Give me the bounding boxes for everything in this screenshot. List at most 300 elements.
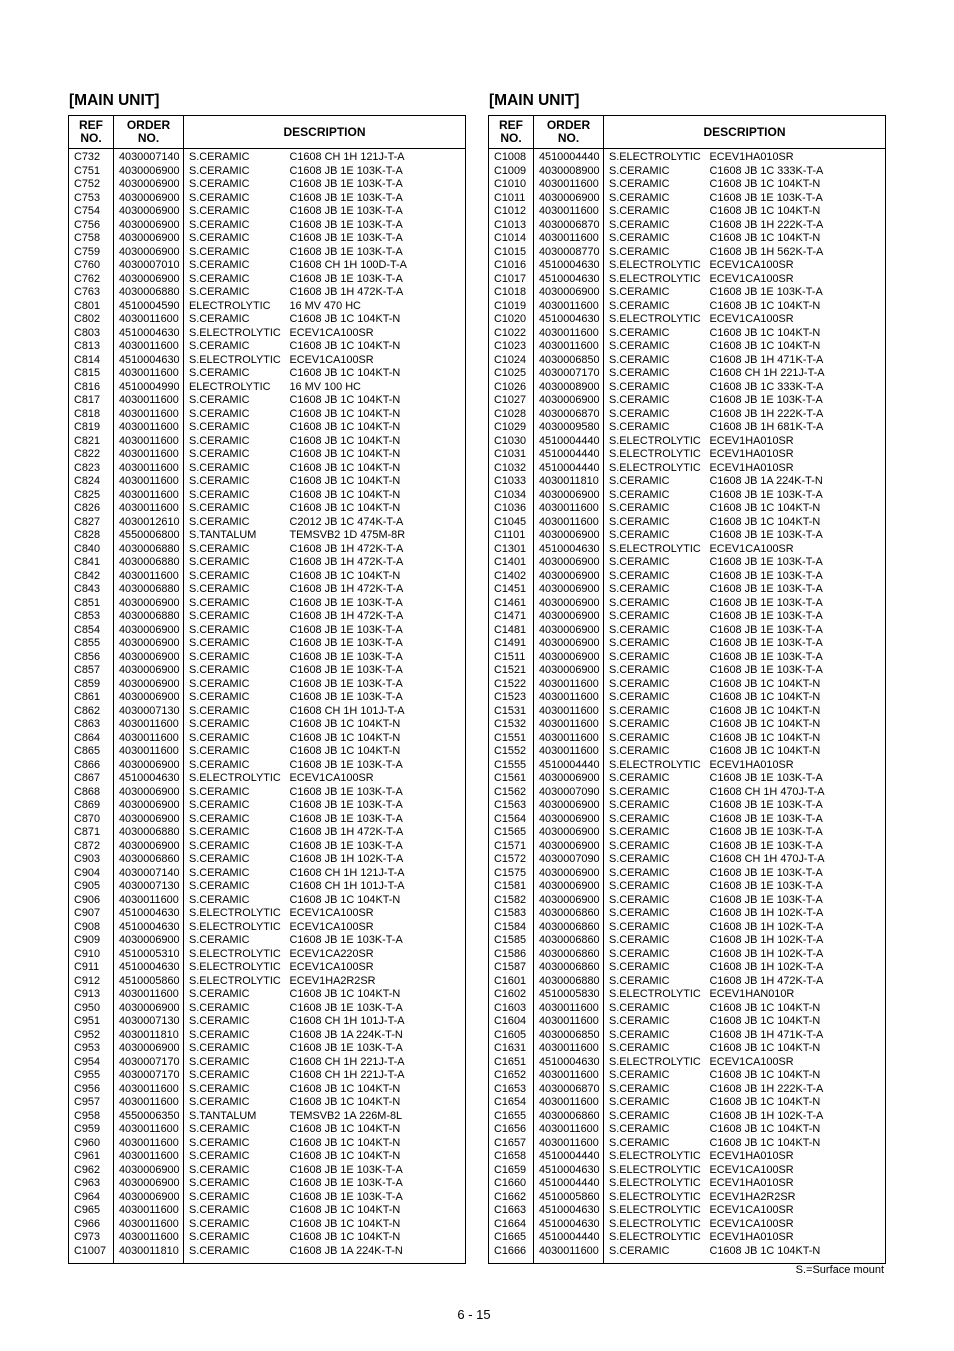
- part-spec-cell: C1608 JB 1C 104KT-N: [704, 1002, 886, 1016]
- table-row: [69, 394, 466, 408]
- order-no-cell: 4030006900: [114, 192, 184, 206]
- part-spec-cell: C1608 JB 1C 104KT-N: [284, 1137, 466, 1151]
- order-no-cell: 4030006900: [114, 786, 184, 800]
- ref-no-cell: C1461: [489, 597, 534, 611]
- ref-no-cell: C1564: [489, 813, 534, 827]
- table-row: [69, 1096, 466, 1110]
- part-spec-cell: C1608 JB 1C 104KT-N: [704, 1245, 886, 1264]
- table-row: [489, 867, 886, 881]
- table-row: [489, 246, 886, 260]
- ref-no-cell: C1565: [489, 826, 534, 840]
- table-row: [489, 300, 886, 314]
- ref-no-cell: C959: [69, 1123, 114, 1137]
- part-type-cell: S.CERAMIC: [609, 232, 670, 244]
- part-type-cell: S.ELECTROLYTIC: [609, 1204, 701, 1216]
- part-spec-cell: C1608 JB 1E 103K-T-A: [704, 192, 886, 206]
- order-no-cell: 4510004440: [534, 448, 604, 462]
- part-spec-cell: C1608 JB 1E 103K-T-A: [284, 813, 466, 827]
- table-row: [489, 1231, 886, 1245]
- part-spec-cell: C1608 JB 1C 104KT-N: [284, 718, 466, 732]
- order-no-cell: 4030006850: [534, 1029, 604, 1043]
- part-type-cell: S.ELECTROLYTIC: [609, 1055, 701, 1068]
- ref-no-cell: C1586: [489, 948, 534, 962]
- order-no-cell: 4030006900: [114, 219, 184, 233]
- part-type-cell: S.CERAMIC: [609, 1001, 670, 1014]
- part-type-cell: S.ELECTROLYTIC: [609, 259, 701, 271]
- part-type-cell: S.CERAMIC: [609, 1015, 670, 1027]
- part-spec-cell: C1608 JB 1C 104KT-N: [704, 502, 886, 516]
- order-no-cell: 4030011600: [534, 1042, 604, 1056]
- order-no-cell: 4030011600: [114, 1083, 184, 1097]
- order-no-cell: 4510004440: [534, 759, 604, 773]
- section-title-right: [MAIN UNIT]: [489, 92, 580, 109]
- order-no-cell: 4030011600: [114, 462, 184, 476]
- part-type-cell: S.CERAMIC: [609, 353, 670, 366]
- table-row: [69, 718, 466, 732]
- part-spec-cell: ECEV1CA100SR: [704, 1204, 886, 1218]
- ref-no-cell: C1451: [489, 583, 534, 597]
- table-row: [489, 1191, 886, 1205]
- table-row: [69, 597, 466, 611]
- part-type-cell: S.CERAMIC: [609, 974, 670, 987]
- part-spec-cell: ECEV1HA010SR: [704, 448, 886, 462]
- order-no-cell: 4030007010: [114, 259, 184, 273]
- part-type-cell: S.CERAMIC: [189, 610, 250, 622]
- ref-no-cell: C840: [69, 543, 114, 557]
- order-no-cell: 4510004440: [534, 1231, 604, 1245]
- table-row: [69, 259, 466, 273]
- part-spec-cell: C1608 JB 1C 333K-T-A: [704, 381, 886, 395]
- table-row: [69, 894, 466, 908]
- ref-no-cell: C1666: [489, 1245, 534, 1264]
- part-type-cell: S.CERAMIC: [189, 286, 250, 298]
- part-spec-cell: C1608 JB 1C 104KT-N: [704, 232, 886, 246]
- order-no-cell: 4030006860: [114, 853, 184, 867]
- part-spec-cell: ECEV1CA220SR: [284, 948, 466, 962]
- part-spec-cell: ECEV1CA100SR: [284, 907, 466, 921]
- part-spec-cell: C1608 JB 1H 102K-T-A: [704, 934, 886, 948]
- ref-no-cell: C753: [69, 192, 114, 206]
- order-no-cell: 4510004630: [114, 907, 184, 921]
- table-row: [489, 880, 886, 894]
- ref-no-cell: C1101: [489, 529, 534, 543]
- table-row: [489, 1002, 886, 1016]
- table-row: [489, 1245, 886, 1264]
- part-type-cell: S.ELECTROLYTIC: [189, 920, 281, 933]
- part-spec-cell: C1608 JB 1E 103K-T-A: [284, 1191, 466, 1205]
- ref-no-cell: C843: [69, 583, 114, 597]
- ref-no-cell: C906: [69, 894, 114, 908]
- part-spec-cell: C1608 JB 1C 104KT-N: [704, 678, 886, 692]
- ref-no-cell: C867: [69, 772, 114, 786]
- order-no-cell: 4510004630: [534, 273, 604, 287]
- part-type-cell: S.CERAMIC: [189, 758, 250, 771]
- part-spec-cell: C1608 JB 1E 103K-T-A: [284, 273, 466, 287]
- ref-no-cell: C754: [69, 205, 114, 219]
- ref-no-cell: C953: [69, 1042, 114, 1056]
- part-spec-cell: C1608 JB 1C 104KT-N: [704, 732, 886, 746]
- ref-no-cell: C863: [69, 718, 114, 732]
- order-no-cell: 4030006900: [534, 894, 604, 908]
- part-spec-cell: ECEV1HA2R2SR: [284, 975, 466, 989]
- order-no-cell: 4030006900: [534, 840, 604, 854]
- part-spec-cell: C1608 JB 1C 104KT-N: [284, 745, 466, 759]
- ref-no-cell: C1521: [489, 664, 534, 678]
- table-row: [69, 840, 466, 854]
- order-no-cell: 4030006860: [534, 907, 604, 921]
- order-no-cell: 4550006800: [114, 529, 184, 543]
- table-row: [69, 367, 466, 381]
- part-type-cell: S.CERAMIC: [189, 394, 250, 406]
- description-header: DESCRIPTION: [604, 116, 886, 149]
- ref-no-cell: C913: [69, 988, 114, 1002]
- part-type-cell: S.CERAMIC: [189, 367, 250, 379]
- ref-no-cell: C817: [69, 394, 114, 408]
- part-type-cell: S.CERAMIC: [609, 583, 670, 595]
- table-row: [69, 435, 466, 449]
- table-row: [69, 664, 466, 678]
- part-type-cell: S.CERAMIC: [609, 731, 670, 744]
- table-row: [489, 178, 886, 192]
- table-row: [69, 759, 466, 773]
- table-row: [69, 1029, 466, 1043]
- ref-no-cell: C1583: [489, 907, 534, 921]
- part-spec-cell: C1608 JB 1C 104KT-N: [704, 1015, 886, 1029]
- table-row: [69, 1218, 466, 1232]
- ref-no-cell: C961: [69, 1150, 114, 1164]
- table-row: [69, 1056, 466, 1070]
- order-no-cell: 4030011600: [534, 691, 604, 705]
- ref-no-cell: C1660: [489, 1177, 534, 1191]
- order-no-cell: 4030011600: [534, 178, 604, 192]
- order-no-cell: 4030006900: [534, 489, 604, 503]
- part-spec-cell: C1608 JB 1E 103K-T-A: [284, 799, 466, 813]
- ref-no-cell: C965: [69, 1204, 114, 1218]
- table-row: [69, 1204, 466, 1218]
- part-type-cell: S.CERAMIC: [609, 407, 670, 420]
- order-no-cell: 4030011600: [534, 1096, 604, 1110]
- ref-no-cell: C955: [69, 1069, 114, 1083]
- part-type-cell: S.ELECTROLYTIC: [609, 1217, 701, 1230]
- part-spec-cell: C1608 JB 1H 472K-T-A: [284, 286, 466, 300]
- part-spec-cell: C1608 JB 1H 222K-T-A: [704, 408, 886, 422]
- ref-no-cell: C1572: [489, 853, 534, 867]
- ref-no-cell: C801: [69, 300, 114, 314]
- part-spec-cell: C1608 JB 1E 103K-T-A: [704, 894, 886, 908]
- part-spec-cell: C1608 JB 1C 104KT-N: [704, 516, 886, 530]
- part-spec-cell: C1608 JB 1C 104KT-N: [284, 502, 466, 516]
- table-row: [69, 556, 466, 570]
- order-no-cell: 4510004440: [534, 149, 604, 165]
- ref-no-cell: C827: [69, 516, 114, 530]
- order-no-cell: 4510004590: [114, 300, 184, 314]
- ref-no-cell: C1658: [489, 1150, 534, 1164]
- ref-no-cell: C758: [69, 232, 114, 246]
- order-no-cell: 4510004630: [534, 313, 604, 327]
- ref-no-cell: C822: [69, 448, 114, 462]
- part-spec-cell: C1608 JB 1C 104KT-N: [704, 705, 886, 719]
- ref-no-cell: C1575: [489, 867, 534, 881]
- part-type-cell: S.ELECTROLYTIC: [609, 542, 701, 555]
- part-spec-cell: C1608 JB 1C 104KT-N: [284, 570, 466, 584]
- table-row: [69, 975, 466, 989]
- table-row: [489, 313, 886, 327]
- part-spec-cell: ECEV1HAN010R: [704, 988, 886, 1002]
- table-row: [489, 961, 886, 975]
- table-row: [69, 165, 466, 179]
- order-no-header: ORDER NO.: [534, 116, 604, 149]
- ref-no-cell: C870: [69, 813, 114, 827]
- part-spec-cell: C1608 JB 1C 104KT-N: [704, 745, 886, 759]
- part-type-cell: S.CERAMIC: [189, 583, 250, 595]
- part-type-cell: S.CERAMIC: [609, 394, 670, 406]
- table-row: [69, 246, 466, 260]
- table-row: [69, 489, 466, 503]
- order-no-cell: 4030011600: [534, 705, 604, 719]
- ref-no-cell: C956: [69, 1083, 114, 1097]
- ref-no-cell: C1555: [489, 759, 534, 773]
- table-row: [489, 475, 886, 489]
- table-row: [489, 205, 886, 219]
- table-row: [489, 1164, 886, 1178]
- table-row: [69, 462, 466, 476]
- table-row: [489, 1042, 886, 1056]
- table-row: [489, 327, 886, 341]
- part-spec-cell: C1608 JB 1E 103K-T-A: [704, 624, 886, 638]
- part-spec-cell: C1608 JB 1C 104KT-N: [284, 1231, 466, 1245]
- ref-no-cell: C1651: [489, 1056, 534, 1070]
- part-type-cell: S.CERAMIC: [609, 502, 670, 514]
- part-type-cell: S.ELECTROLYTIC: [609, 1190, 701, 1203]
- part-spec-cell: C1608 CH 1H 100D-T-A: [284, 259, 466, 273]
- order-no-cell: 4030006900: [114, 624, 184, 638]
- part-spec-cell: C1608 JB 1E 103K-T-A: [704, 840, 886, 854]
- part-type-cell: S.CERAMIC: [609, 893, 670, 906]
- table-row: [69, 192, 466, 206]
- table-row: [489, 610, 886, 624]
- part-spec-cell: ECEV1HA010SR: [704, 759, 886, 773]
- ref-no-cell: C1532: [489, 718, 534, 732]
- part-type-cell: S.CERAMIC: [189, 1204, 250, 1216]
- part-spec-cell: C1608 JB 1A 224K-T-N: [284, 1029, 466, 1043]
- table-row: [489, 664, 886, 678]
- order-no-cell: 4030011600: [534, 1137, 604, 1151]
- order-no-cell: 4030011600: [114, 502, 184, 516]
- part-spec-cell: C1608 JB 1C 104KT-N: [704, 1069, 886, 1083]
- ref-no-cell: C1031: [489, 448, 534, 462]
- ref-no-cell: C1652: [489, 1069, 534, 1083]
- table-row: [489, 421, 886, 435]
- part-type-cell: S.CERAMIC: [609, 475, 670, 487]
- ref-no-cell: C1551: [489, 732, 534, 746]
- part-spec-cell: C1608 JB 1E 103K-T-A: [284, 637, 466, 651]
- part-spec-cell: C1608 JB 1C 104KT-N: [284, 394, 466, 408]
- table-row: [489, 1069, 886, 1083]
- order-no-cell: 4510004630: [534, 1218, 604, 1232]
- order-no-cell: 4030006870: [534, 408, 604, 422]
- ref-no-cell: C1402: [489, 570, 534, 584]
- ref-no-header: REF NO.: [489, 116, 534, 149]
- part-spec-cell: C1608 JB 1E 103K-T-A: [704, 394, 886, 408]
- table-row: [69, 948, 466, 962]
- order-no-cell: 4030006900: [534, 651, 604, 665]
- table-row: [489, 286, 886, 300]
- part-type-cell: S.CERAMIC: [189, 1001, 250, 1014]
- order-no-cell: 4030006900: [534, 799, 604, 813]
- part-spec-cell: C1608 CH 1H 101J-T-A: [284, 880, 466, 894]
- ref-no-cell: C957: [69, 1096, 114, 1110]
- ref-no-cell: C1016: [489, 259, 534, 273]
- part-spec-cell: C1608 JB 1E 103K-T-A: [704, 826, 886, 840]
- ref-no-cell: C958: [69, 1110, 114, 1124]
- order-no-cell: 4030006900: [534, 624, 604, 638]
- table-row: [489, 149, 886, 165]
- order-no-cell: 4030007130: [114, 1015, 184, 1029]
- part-spec-cell: ECEV1CA100SR: [704, 1218, 886, 1232]
- part-type-cell: S.ELECTROLYTIC: [189, 974, 281, 987]
- part-spec-cell: C1608 JB 1C 104KT-N: [284, 421, 466, 435]
- table-row: [69, 1164, 466, 1178]
- part-spec-cell: ECEV1CA100SR: [704, 273, 886, 287]
- part-type-cell: S.CERAMIC: [609, 704, 670, 717]
- order-no-cell: 4030011600: [114, 421, 184, 435]
- table-row: [69, 421, 466, 435]
- part-spec-cell: C1608 JB 1H 102K-T-A: [704, 1110, 886, 1124]
- table-row: [489, 192, 886, 206]
- part-type-cell: S.CERAMIC: [609, 907, 670, 919]
- part-type-cell: S.CERAMIC: [189, 475, 250, 487]
- ref-no-cell: C1026: [489, 381, 534, 395]
- ref-no-cell: C1471: [489, 610, 534, 624]
- ref-no-cell: C816: [69, 381, 114, 395]
- order-no-cell: 4030006860: [534, 934, 604, 948]
- part-spec-cell: ECEV1HA010SR: [704, 462, 886, 476]
- order-no-cell: 4030011810: [114, 1245, 184, 1264]
- order-no-cell: 4030006900: [534, 394, 604, 408]
- part-type-cell: S.CERAMIC: [609, 812, 670, 825]
- part-spec-cell: C1608 JB 1C 104KT-N: [704, 1123, 886, 1137]
- order-no-cell: 4030006850: [534, 354, 604, 368]
- ref-no-cell: C803: [69, 327, 114, 341]
- part-spec-cell: C1608 JB 1E 103K-T-A: [704, 637, 886, 651]
- order-no-cell: 4030011600: [114, 1123, 184, 1137]
- part-spec-cell: C1608 JB 1A 224K-T-N: [284, 1245, 466, 1264]
- part-spec-cell: C1608 JB 1C 104KT-N: [284, 1150, 466, 1164]
- ref-no-cell: C1664: [489, 1218, 534, 1232]
- part-spec-cell: C1608 JB 1E 103K-T-A: [284, 597, 466, 611]
- ref-no-cell: C1604: [489, 1015, 534, 1029]
- ref-no-cell: C909: [69, 934, 114, 948]
- part-type-cell: S.CERAMIC: [609, 947, 670, 960]
- part-type-cell: S.CERAMIC: [609, 299, 670, 312]
- table-row: [489, 813, 886, 827]
- order-no-cell: 4030006860: [534, 961, 604, 975]
- order-no-header: ORDER NO.: [114, 116, 184, 149]
- part-spec-cell: C1608 JB 1E 103K-T-A: [284, 1177, 466, 1191]
- part-spec-cell: ECEV1CA100SR: [704, 1056, 886, 1070]
- part-type-cell: S.ELECTROLYTIC: [189, 947, 281, 960]
- table-row: [489, 597, 886, 611]
- part-spec-cell: ECEV1HA010SR: [704, 435, 886, 449]
- table-row: [489, 637, 886, 651]
- ref-no-cell: C1531: [489, 705, 534, 719]
- table-row: [69, 1069, 466, 1083]
- table-row: [489, 570, 886, 584]
- table-row: [69, 813, 466, 827]
- order-no-cell: 4030006900: [534, 529, 604, 543]
- part-spec-cell: C1608 JB 1E 103K-T-A: [284, 1002, 466, 1016]
- table-row: [489, 583, 886, 597]
- part-type-cell: S.CERAMIC: [189, 164, 250, 177]
- part-type-cell: S.ELECTROLYTIC: [189, 326, 281, 339]
- part-spec-cell: C1608 JB 1C 104KT-N: [284, 435, 466, 449]
- part-type-cell: S.CERAMIC: [609, 596, 670, 609]
- part-spec-cell: C1608 JB 1H 472K-T-A: [284, 556, 466, 570]
- part-spec-cell: C1608 JB 1C 104KT-N: [284, 462, 466, 476]
- part-type-cell: S.CERAMIC: [189, 934, 250, 946]
- part-spec-cell: C1608 JB 1E 103K-T-A: [284, 691, 466, 705]
- part-type-cell: S.CERAMIC: [189, 448, 250, 460]
- part-spec-cell: C1608 JB 1C 104KT-N: [284, 894, 466, 908]
- table-row: [69, 786, 466, 800]
- table-row: [69, 1231, 466, 1245]
- part-spec-cell: C1608 CH 1H 121J-T-A: [284, 867, 466, 881]
- part-spec-cell: C1608 JB 1H 222K-T-A: [704, 219, 886, 233]
- table-row: [69, 340, 466, 354]
- order-no-cell: 4030011600: [534, 1002, 604, 1016]
- table-row: [69, 1015, 466, 1029]
- part-type-cell: S.ELECTROLYTIC: [609, 461, 701, 474]
- order-no-cell: 4030006900: [534, 570, 604, 584]
- ref-no-cell: C1013: [489, 219, 534, 233]
- part-type-cell: S.CERAMIC: [189, 799, 250, 811]
- table-row: [489, 921, 886, 935]
- ref-no-cell: C1587: [489, 961, 534, 975]
- part-spec-cell: ECEV1CA100SR: [284, 921, 466, 935]
- part-spec-cell: C1608 JB 1E 103K-T-A: [284, 1042, 466, 1056]
- ref-no-cell: C821: [69, 435, 114, 449]
- order-no-cell: 4030011600: [534, 732, 604, 746]
- section-title-left: [MAIN UNIT]: [69, 92, 160, 109]
- part-spec-cell: ECEV1CA100SR: [284, 354, 466, 368]
- part-spec-cell: C1608 JB 1H 472K-T-A: [284, 583, 466, 597]
- ref-no-cell: C1022: [489, 327, 534, 341]
- part-spec-cell: C1608 JB 1C 104KT-N: [284, 988, 466, 1002]
- order-no-cell: 4030011600: [534, 745, 604, 759]
- ref-no-cell: C1012: [489, 205, 534, 219]
- table-row: [69, 583, 466, 597]
- ref-no-cell: C1019: [489, 300, 534, 314]
- order-no-cell: 4030007170: [534, 367, 604, 381]
- part-spec-cell: C1608 JB 1H 472K-T-A: [704, 975, 886, 989]
- ref-no-cell: C1603: [489, 1002, 534, 1016]
- order-no-cell: 4030011600: [114, 367, 184, 381]
- part-type-cell: S.TANTALUM: [189, 1109, 257, 1122]
- ref-no-cell: C865: [69, 745, 114, 759]
- part-spec-cell: C1608 JB 1H 472K-T-A: [284, 826, 466, 840]
- part-type-cell: S.CERAMIC: [189, 623, 250, 636]
- part-type-cell: S.CERAMIC: [189, 866, 250, 879]
- ref-no-cell: C952: [69, 1029, 114, 1043]
- table-row: [69, 286, 466, 300]
- part-spec-cell: C1608 JB 1H 472K-T-A: [284, 543, 466, 557]
- part-spec-cell: C1608 JB 1E 103K-T-A: [284, 1164, 466, 1178]
- part-spec-cell: ECEV1HA2R2SR: [704, 1191, 886, 1205]
- table-row: [69, 1002, 466, 1016]
- ref-no-cell: C1011: [489, 192, 534, 206]
- table-row: [489, 1123, 886, 1137]
- table-row: [489, 988, 886, 1002]
